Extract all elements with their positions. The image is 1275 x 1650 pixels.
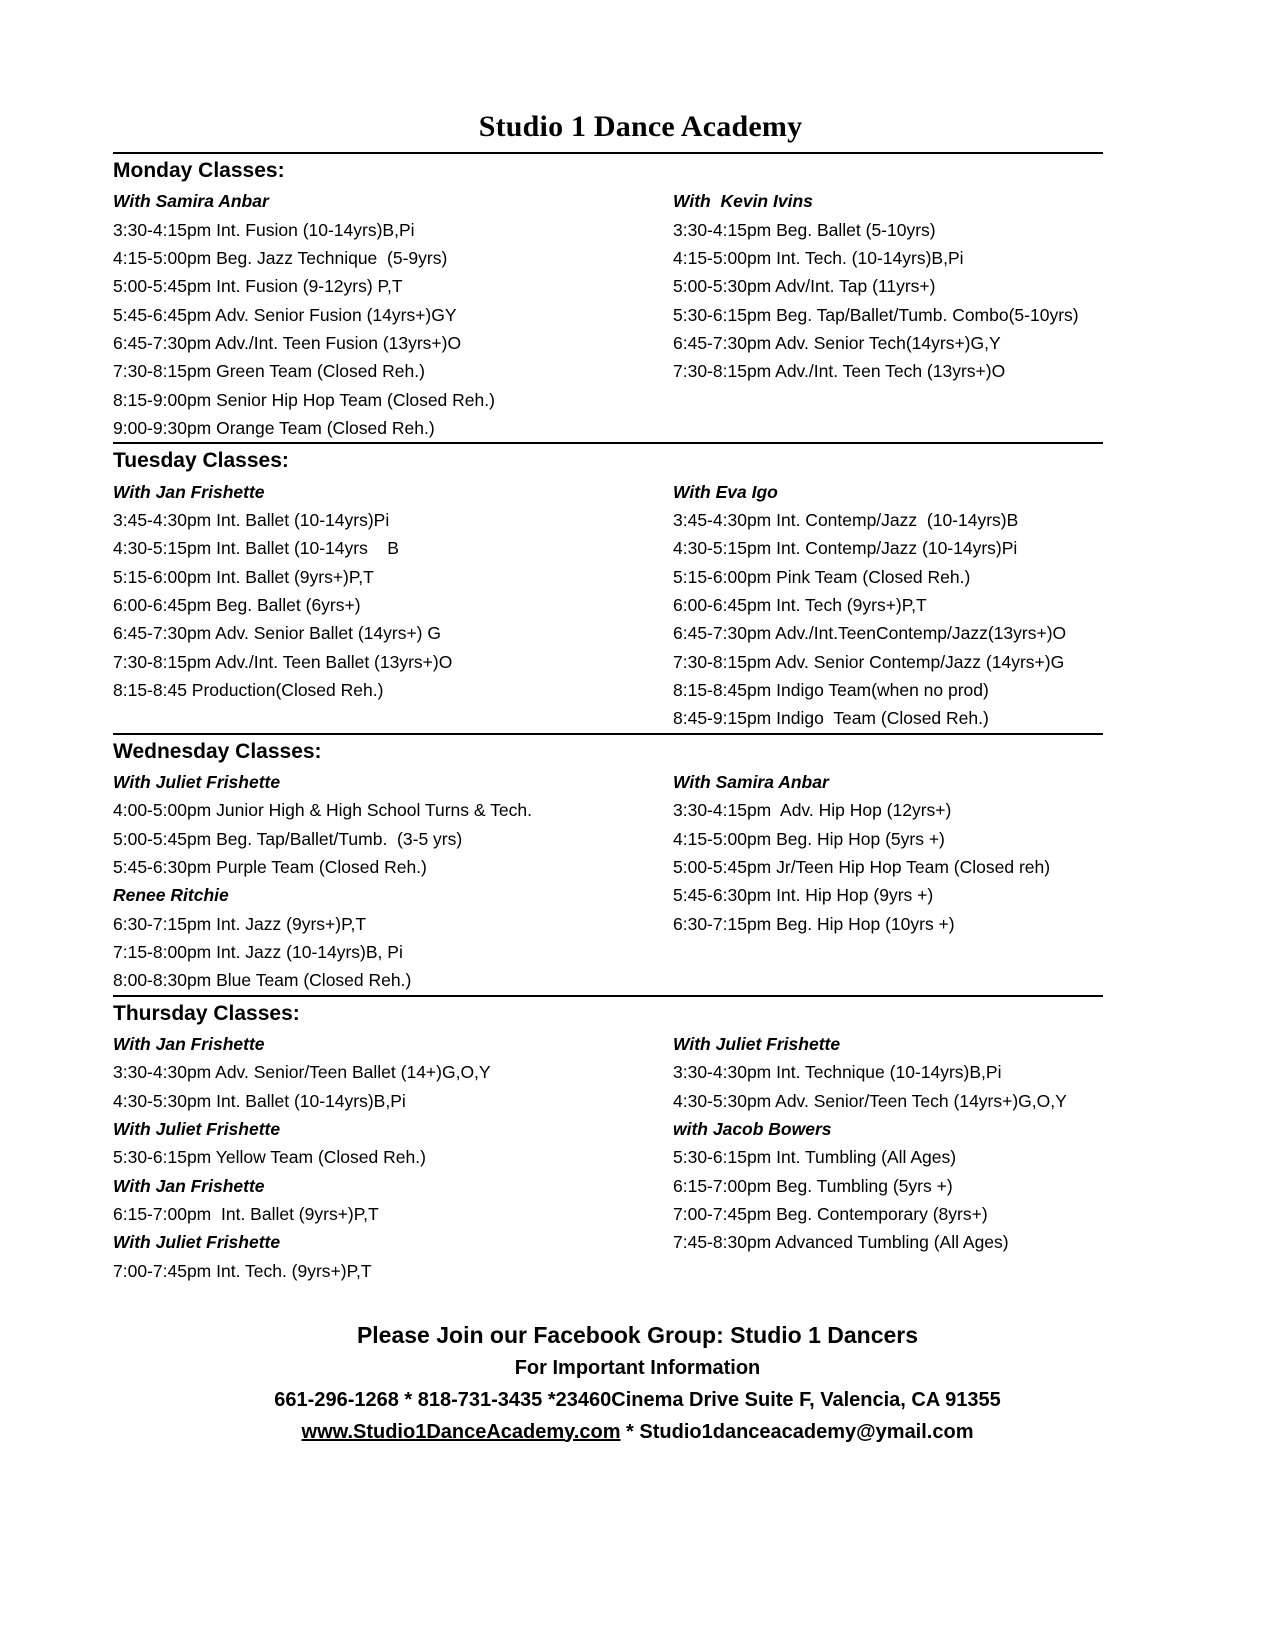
- column-left: [113, 478, 673, 733]
- class-entry: 6:00-6:45pm Int. Tech (9yrs+)P,T: [673, 594, 927, 615]
- instructor-name: With Kevin Ivins: [673, 191, 813, 212]
- section-divider: [113, 152, 1103, 154]
- instructor-name: with Jacob Bowers: [673, 1118, 832, 1139]
- day-heading: Tuesday Classes:: [113, 449, 289, 473]
- class-entry: 6:30-7:15pm Beg. Hip Hop (10yrs +): [673, 913, 955, 934]
- class-entry: 8:45-9:15pm Indigo Team (Closed Reh.): [673, 708, 989, 729]
- class-entry: 3:45-4:30pm Int. Ballet (10-14yrs)Pi: [113, 509, 390, 530]
- class-entry: 7:30-8:15pm Green Team (Closed Reh.): [113, 361, 425, 382]
- class-entry: 4:15-5:00pm Beg. Hip Hop (5yrs +): [673, 828, 945, 849]
- class-entry: 6:30-7:15pm Int. Jazz (9yrs+)P,T: [113, 913, 367, 934]
- class-entry: 4:15-5:00pm Beg. Jazz Technique (5-9yrs): [113, 247, 448, 268]
- day-heading: Monday Classes:: [113, 159, 285, 182]
- instructor-name: With Juliet Frishette: [113, 1118, 281, 1139]
- class-entry: 3:30-4:30pm Adv. Senior/Teen Ballet (14+)G,O,Y: [113, 1062, 491, 1083]
- class-entry: [113, 1087, 667, 1115]
- footer-web-email-line: [0, 1416, 1275, 1448]
- class-entry: 5:30-6:15pm Beg. Tap/Ballet/Tumb. Combo(5-10yrs): [673, 304, 1079, 325]
- class-entry: 3:30-4:30pm Int. Technique (10-14yrs)B,Pi: [673, 1062, 1002, 1083]
- class-entry: 5:00-5:45pm Beg. Tap/Ballet/Tumb. (3-5 yrs): [113, 828, 463, 849]
- instructor-name: With Juliet Frishette: [673, 1033, 841, 1054]
- footer-separator: *: [620, 1420, 640, 1443]
- class-entry: 4:30-5:30pm Adv. Senior/Teen Tech (14yrs+)G,O,Y: [673, 1090, 1067, 1111]
- class-entry: 3:30-4:15pm Beg. Ballet (5-10yrs): [673, 219, 936, 240]
- class-entry: 5:45-6:30pm Int. Hip Hop (9yrs +): [673, 885, 934, 906]
- footer: [0, 1318, 1275, 1448]
- class-entry: 6:45-7:30pm Adv./Int. Teen Fusion (13yrs+)O: [113, 332, 462, 353]
- instructor-name: Renee Ritchie: [113, 885, 229, 906]
- class-entry: 6:00-6:45pm Beg. Ballet (6yrs+): [113, 594, 361, 615]
- column-left: [113, 1030, 673, 1285]
- day-block-thursday: [113, 1001, 1103, 1285]
- class-entry: 5:15-6:00pm Int. Ballet (9yrs+)P,T: [113, 566, 374, 587]
- section-divider: [113, 442, 1103, 444]
- column-right: [673, 1030, 1103, 1285]
- column-left: [113, 187, 673, 442]
- footer-facebook-line: Please Join our Facebook Group: Studio 1 Dancers: [356, 1322, 919, 1348]
- day-heading: Wednesday Classes:: [113, 739, 322, 763]
- day-columns: [113, 478, 1103, 733]
- page-title: Studio 1 Dance Academy: [478, 110, 803, 143]
- line-spacer: [113, 704, 667, 732]
- class-entry: 5:45-6:30pm Purple Team (Closed Reh.): [113, 856, 427, 877]
- class-entry: 6:15-7:00pm Beg. Tumbling (5yrs +): [673, 1175, 953, 1196]
- column-right: [673, 768, 1103, 995]
- instructor-name: With Eva Igo: [673, 481, 778, 502]
- class-entry: 3:30-4:15pm Int. Fusion (10-14yrs)B,Pi: [113, 219, 415, 240]
- class-entry: 7:30-8:15pm Adv. Senior Contemp/Jazz (14yrs+)G: [673, 651, 1065, 672]
- class-entry: 7:00-7:45pm Beg. Contemporary (8yrs+): [673, 1204, 988, 1224]
- class-entry: 7:45-8:30pm Advanced Tumbling (All Ages): [673, 1232, 1009, 1253]
- day-block-monday: [113, 158, 1103, 442]
- class-entry: 5:00-5:45pm Int. Fusion (9-12yrs) P,T: [113, 276, 403, 297]
- class-entry: 7:30-8:15pm Adv./Int. Teen Ballet (13yrs+)O: [113, 651, 453, 672]
- email-address[interactable]: Studio1danceacademy@ymail.com: [639, 1420, 974, 1443]
- class-entry: 9:00-9:30pm Orange Team (Closed Reh.): [113, 418, 435, 438]
- instructor-name: With Jan Frishette: [113, 1033, 265, 1054]
- class-entry: 8:00-8:30pm Blue Team (Closed Reh.): [113, 970, 412, 991]
- column-right: [673, 187, 1103, 442]
- class-entry: 7:00-7:45pm Int. Tech. (9yrs+)P,T: [113, 1260, 372, 1281]
- class-entry: 5:15-6:00pm Pink Team (Closed Reh.): [673, 566, 971, 587]
- class-entry: 6:45-7:30pm Adv. Senior Tech(14yrs+)G,Y: [673, 332, 1001, 353]
- class-entry: 5:30-6:15pm Int. Tumbling (All Ages): [673, 1147, 957, 1168]
- class-entry: 5:00-5:45pm Jr/Teen Hip Hop Team (Closed reh): [673, 856, 1051, 877]
- day-block-wednesday: [113, 739, 1103, 995]
- day-block-tuesday: [113, 448, 1103, 732]
- class-entry: 8:15-9:00pm Senior Hip Hop Team (Closed Reh.): [113, 389, 495, 410]
- instructor-name: With Juliet Frishette: [113, 1232, 281, 1253]
- class-entry: 5:00-5:30pm Adv/Int. Tap (11yrs+): [673, 276, 936, 297]
- section-divider: [113, 733, 1103, 735]
- instructor-name: With Samira Anbar: [113, 191, 269, 212]
- day-columns: [113, 768, 1103, 995]
- class-entry: 4:00-5:00pm Junior High & High School Turns & Tech.: [113, 800, 532, 821]
- class-entry: 5:30-6:15pm Yellow Team (Closed Reh.): [113, 1147, 426, 1168]
- column-right: [673, 478, 1103, 733]
- day-heading: Thursday Classes:: [113, 1001, 300, 1025]
- class-entry: 6:15-7:00pm Int. Ballet (9yrs+)P,T: [113, 1204, 379, 1224]
- class-entry: 7:30-8:15pm Adv./Int. Teen Tech (13yrs+)O: [673, 361, 1006, 382]
- class-entry: 5:45-6:45pm Adv. Senior Fusion (14yrs+)GY: [113, 304, 457, 325]
- footer-info-line: For Important Information: [514, 1356, 761, 1379]
- schedule-content: [113, 152, 1103, 1285]
- instructor-name: With Jan Frishette: [113, 1175, 265, 1196]
- class-entry-text: 4:30-5:30pm Int. Ballet (10-14yrs)B,Pi: [113, 1090, 406, 1111]
- class-entry: 4:30-5:15pm Int. Contemp/Jazz (10-14yrs)Pi: [673, 538, 1018, 559]
- class-entry: 4:30-5:15pm Int. Ballet (10-14yrs B: [113, 538, 399, 559]
- class-entry: 8:15-8:45 Production(Closed Reh.): [113, 680, 384, 700]
- class-entry: 3:45-4:30pm Int. Contemp/Jazz (10-14yrs)B: [673, 509, 1019, 530]
- class-entry: 7:15-8:00pm Int. Jazz (10-14yrs)B, Pi: [113, 942, 403, 962]
- website-link[interactable]: www.Studio1DanceAcademy.com: [301, 1420, 621, 1443]
- class-entry: 4:15-5:00pm Int. Tech. (10-14yrs)B,Pi: [673, 247, 964, 268]
- column-left: [113, 768, 673, 995]
- class-entry: 3:30-4:15pm Adv. Hip Hop (12yrs+): [673, 800, 952, 821]
- footer-contact-line: 661-296-1268 * 818-731-3435 *23460Cinema Drive Suite F, Valencia, CA 91355: [274, 1388, 1001, 1411]
- class-entry: 6:45-7:30pm Adv. Senior Ballet (14yrs+) G: [113, 623, 441, 644]
- day-columns: [113, 187, 1103, 442]
- day-columns: [113, 1030, 1103, 1285]
- class-entry: 8:15-8:45pm Indigo Team(when no prod): [673, 680, 989, 700]
- instructor-name: With Samira Anbar: [673, 771, 829, 792]
- section-divider: [113, 995, 1103, 997]
- class-entry: 6:45-7:30pm Adv./Int.TeenContemp/Jazz(13yrs+)O: [673, 623, 1067, 644]
- instructor-name: With Jan Frishette: [113, 481, 265, 502]
- instructor-name: With Juliet Frishette: [113, 771, 281, 792]
